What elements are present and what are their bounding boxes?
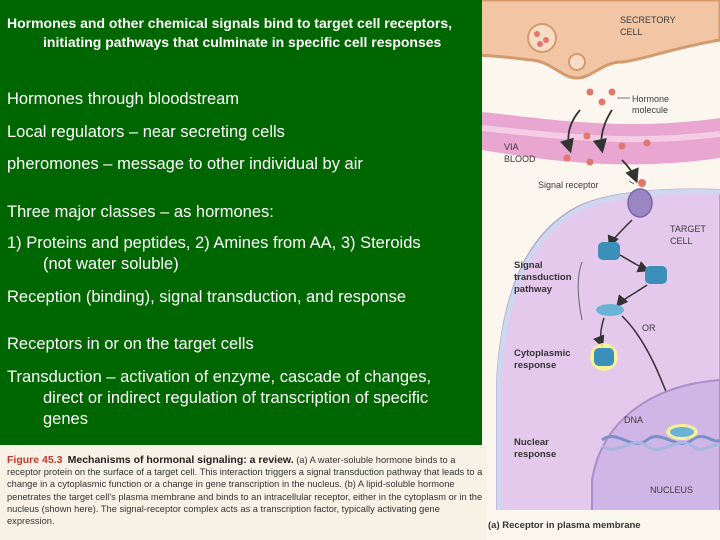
label-secretory-cell: SECRETORY	[620, 15, 676, 25]
label-via-blood: VIA	[504, 142, 519, 152]
figure-title: Mechanisms of hormonal signaling: a review.	[67, 454, 294, 466]
hormone-molecule	[609, 89, 616, 96]
label-nuclear-response: Nuclear	[514, 437, 549, 448]
bullet-transduction: Transduction – activation of enzyme, cascade of changes, direct or indirect regulation of transcription of specific genes	[7, 368, 432, 428]
bullet-three-classes: Three major classes – as hormones:	[7, 203, 274, 221]
slide-title	[7, 14, 477, 52]
bullet-class-list: 1) Proteins and peptides, 2) Amines from AA, 3) Steroids (not water soluble)	[7, 234, 421, 273]
label-signal-transduction: pathway	[514, 284, 553, 295]
signal-receptor-protein	[628, 189, 652, 217]
label-nuclear-response: response	[514, 449, 557, 460]
bullet-reception: Reception (binding), signal transduction, and response	[7, 288, 406, 306]
label-secretory-cell: CELL	[620, 27, 643, 37]
label-hormone-molecule: Hormone	[632, 94, 670, 104]
secretory-cell	[482, 0, 720, 78]
figure-number: Figure 45.3	[7, 454, 63, 466]
figure-panel	[482, 0, 720, 540]
label-signal-receptor: Signal receptor	[538, 180, 599, 190]
hormone-molecule	[644, 140, 651, 147]
figure-caption-body: (a) A water-soluble hormone binds to a receptor protein on the surface of a target cell. This interaction triggers a signal transduction pathway that leads to a change in a cytoplasmic function or a change in gene transcription in the nucleus. (b) A lipid-soluble hormone penetrates the target cell's plasma membrane and binds to an intracellular receptor, either in the cytoplasm or in the nucleus (shown here). The signal-receptor complex acts as a transcription factor, typically activating gene expression.	[7, 455, 483, 527]
label-cytoplasmic-response: Cytoplasmic	[514, 348, 571, 359]
label-signal-transduction: transduction	[514, 272, 572, 283]
hormone-molecule	[619, 143, 626, 150]
title-line-2: initiating pathways that culminate in specific cell responses	[43, 34, 442, 50]
cytoplasmic-response-protein	[594, 348, 614, 366]
figure-caption	[0, 445, 487, 540]
bullet-pheromones: pheromones – message to other individual by air	[7, 155, 363, 173]
label-dna: DNA	[624, 415, 644, 425]
title-line-1: Hormones and other chemical signals bind to target cell receptors,	[7, 15, 452, 31]
secretory-vesicle	[528, 24, 556, 52]
hormone-molecule	[584, 133, 591, 140]
panel-caption: (a) Receptor in plasma membrane	[488, 520, 641, 531]
label-nucleus: NUCLEUS	[650, 485, 694, 495]
label-cytoplasmic-response: response	[514, 360, 557, 371]
relay-protein	[598, 242, 620, 260]
label-target-cell: CELL	[670, 236, 693, 246]
hormone-molecule	[599, 99, 606, 106]
figure-caption-text	[7, 454, 485, 527]
transcription-protein	[670, 427, 694, 437]
label-via-blood: BLOOD	[504, 154, 536, 164]
bullet-bloodstream: Hormones through bloodstream	[7, 90, 240, 108]
label-signal-transduction: Signal	[514, 260, 543, 271]
hormone-molecule	[534, 31, 540, 37]
hormone-molecule	[587, 89, 594, 96]
relay-protein	[596, 304, 624, 316]
relay-protein	[645, 266, 667, 284]
hormone-molecule	[587, 159, 594, 166]
hormone-molecule	[537, 41, 543, 47]
bullet-receptors: Receptors in or on the target cells	[7, 335, 254, 353]
hormone-molecule	[638, 179, 646, 187]
hormone-signaling-diagram	[482, 0, 720, 540]
hormone-molecule	[543, 37, 549, 43]
label-or: OR	[642, 323, 656, 333]
label-target-cell: TARGET	[670, 224, 706, 234]
hormone-molecule	[564, 155, 571, 162]
bullet-local-regulators: Local regulators – near secreting cells	[7, 123, 285, 141]
exocytosis-vesicle	[569, 54, 585, 70]
label-hormone-molecule: molecule	[632, 105, 669, 115]
